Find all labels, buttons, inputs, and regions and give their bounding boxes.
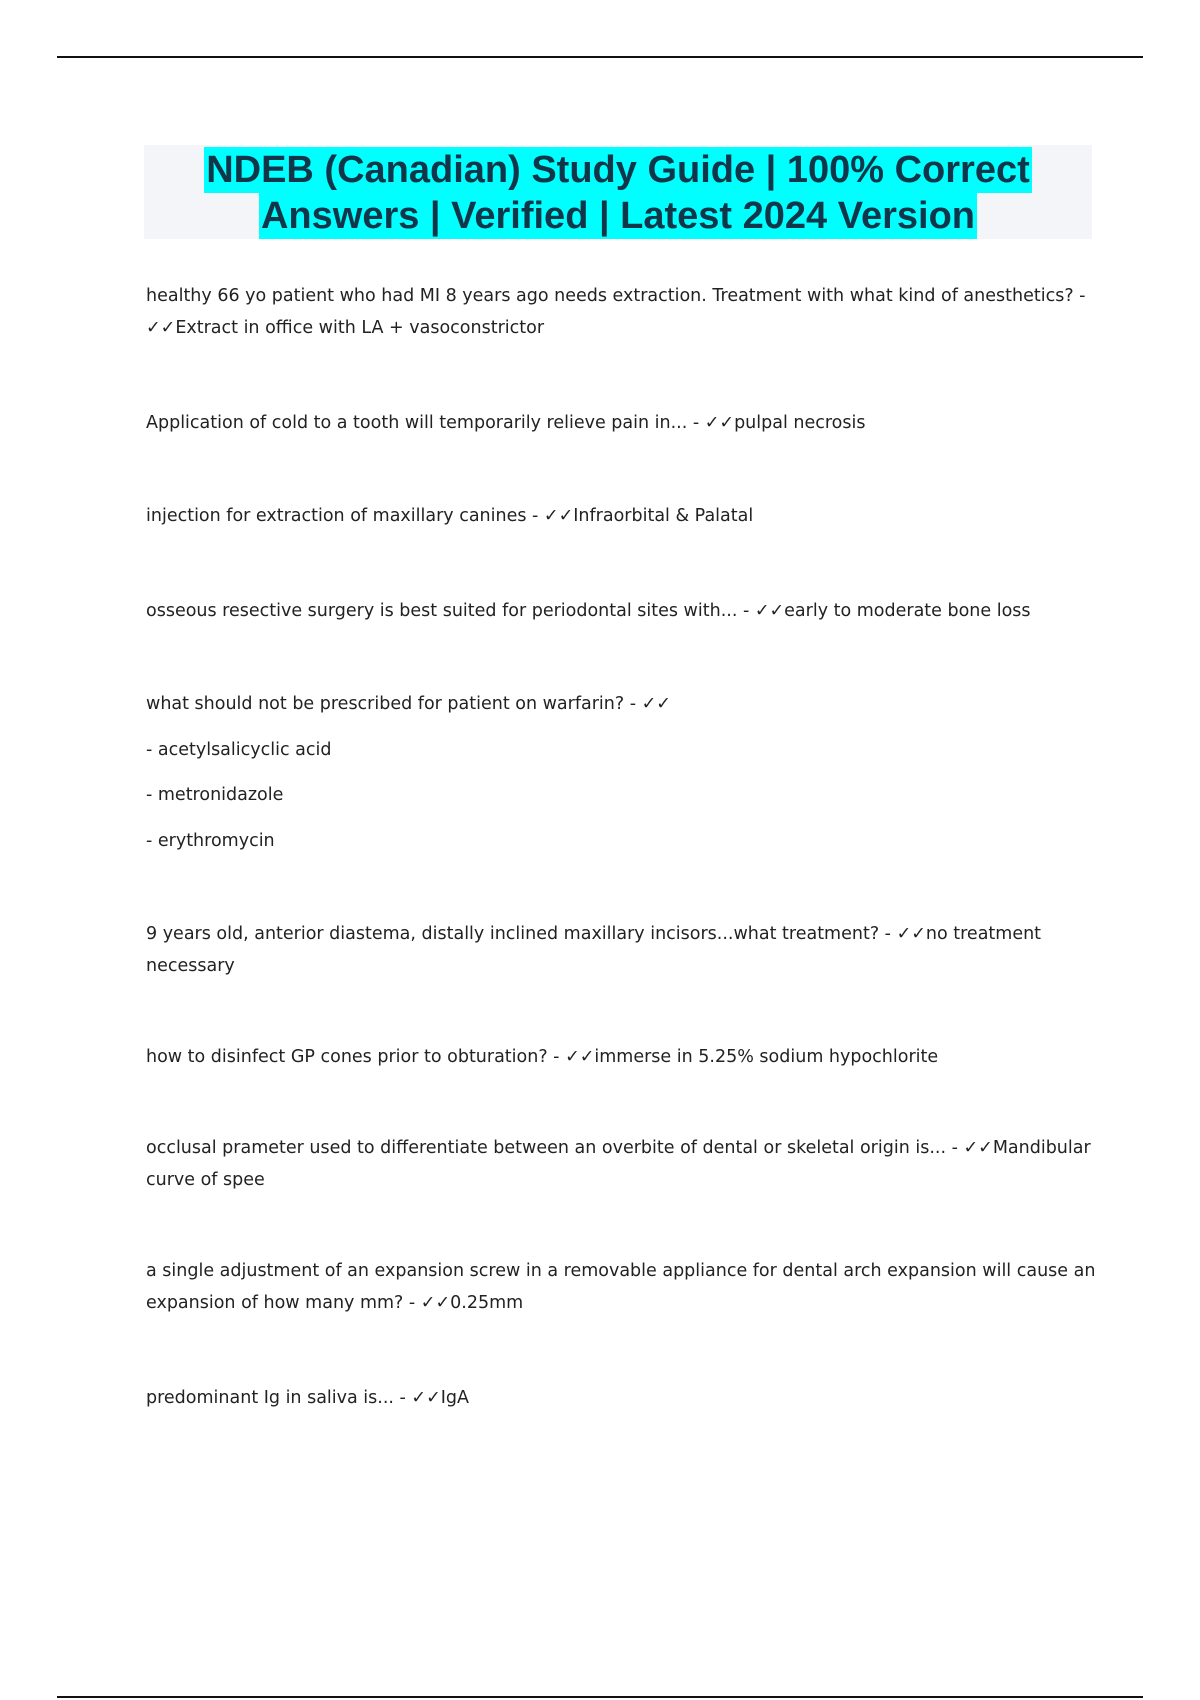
answer-text: Mandibular curve of spee xyxy=(146,1138,1091,1190)
bottom-rule xyxy=(57,1696,1143,1698)
question-text: occlusal prameter used to differentiate between an overbite of dental or skeletal origin is... - xyxy=(146,1138,964,1158)
check-icon: ✓✓ xyxy=(543,506,574,526)
list-item: - metronidazole xyxy=(146,785,284,805)
answer-text: IgA xyxy=(440,1388,469,1408)
question-text: how to disinfect GP cones prior to obturation? - xyxy=(146,1047,566,1067)
question-text: Application of cold to a tooth will temporarily relieve pain in... - xyxy=(146,413,705,433)
check-icon: ✓✓ xyxy=(565,1047,595,1067)
question-text: 9 years old, anterior diastema, distally inclined maxillary incisors...what treatment? - xyxy=(146,924,897,944)
check-icon: ✓✓ xyxy=(411,1388,441,1408)
answer-text: Infraorbital & Palatal xyxy=(573,506,754,526)
question-text: a single adjustment of an expansion screw in a removable appliance for dental arch expansion will cause an expansion of how many mm? - xyxy=(146,1261,1096,1313)
question-text: injection for extraction of maxillary canines - xyxy=(146,506,544,526)
check-icon: ✓✓ xyxy=(641,694,671,714)
answer-text: 0.25mm xyxy=(450,1293,524,1313)
check-icon: ✓✓ xyxy=(704,413,735,433)
qa-item-7 xyxy=(146,1041,1096,1073)
question-text: what should not be prescribed for patient on warfarin? - xyxy=(146,694,642,714)
title-line-2: Answers | Verified | Latest 2024 Version xyxy=(260,195,976,237)
check-icon: ✓✓ xyxy=(963,1138,993,1158)
qa-item-6 xyxy=(146,918,1096,982)
question-text: predominant Ig in saliva is... - xyxy=(146,1388,412,1408)
check-icon: ✓✓ xyxy=(754,601,785,621)
title-line-1: NDEB (Canadian) Study Guide | 100% Correct xyxy=(206,149,1030,191)
answer-text: immerse in 5.25% sodium hypochlorite xyxy=(594,1047,939,1067)
qa-item-8 xyxy=(146,1132,1096,1196)
check-icon: ✓✓ xyxy=(896,924,926,944)
list-item: - acetylsalicyclic acid xyxy=(146,740,332,760)
answer-text: no treatment necessary xyxy=(146,924,1042,976)
answer-text: Extract in office with LA + vasoconstrictor xyxy=(175,318,545,338)
top-rule xyxy=(57,56,1143,58)
answer-text: pulpal necrosis xyxy=(734,413,866,433)
question-text: osseous resective surgery is best suited for periodontal sites with... - xyxy=(146,601,755,621)
qa-item-10 xyxy=(146,1382,1096,1414)
check-icon: ✓✓ xyxy=(146,318,176,338)
qa-item-2 xyxy=(146,407,1096,439)
qa-item-9 xyxy=(146,1255,1096,1319)
list-item: - erythromycin xyxy=(146,831,275,851)
document-title xyxy=(144,145,1092,239)
answer-text: early to moderate bone loss xyxy=(784,601,1031,621)
qa-item-3 xyxy=(146,500,1096,532)
qa-item-1 xyxy=(146,280,1096,344)
qa-item-5 xyxy=(146,688,1096,720)
question-text: healthy 66 yo patient who had MI 8 years ago needs extraction. Treatment with what kind of anesthetics? - xyxy=(146,286,1086,306)
qa-item-4 xyxy=(146,595,1096,627)
check-icon: ✓✓ xyxy=(420,1293,451,1313)
